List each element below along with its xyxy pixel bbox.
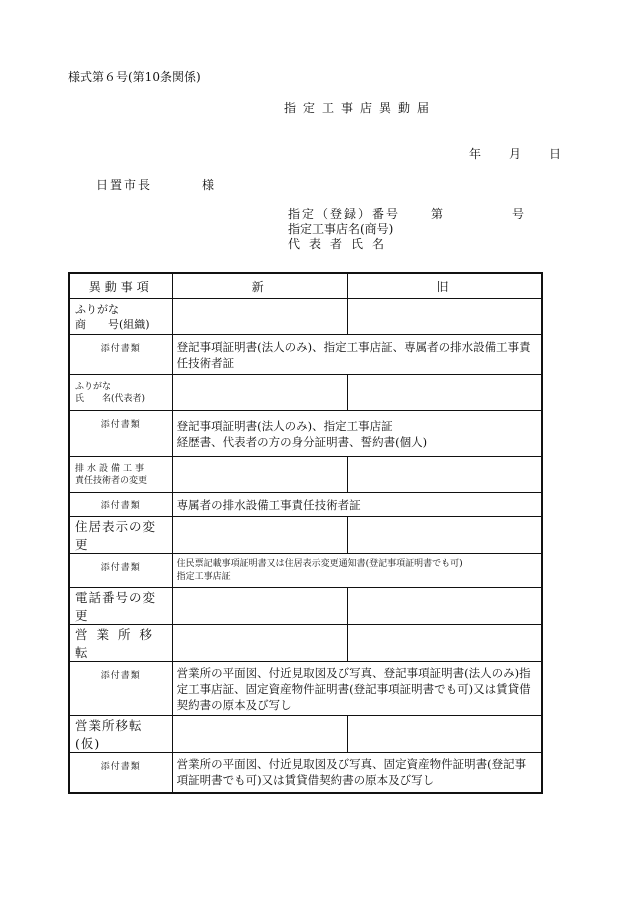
attach-label: 添付書類	[69, 493, 172, 517]
table-row	[69, 299, 542, 335]
form-number: 様式第６号(第10条関係)	[68, 70, 201, 84]
attach-label: 添付書類	[69, 335, 172, 375]
rep-name-furigana: ふりがな	[75, 381, 112, 392]
attach-label: 添付書類	[69, 753, 172, 793]
trade-name-new[interactable]	[172, 299, 347, 335]
table-row	[69, 716, 542, 753]
phone-old[interactable]	[347, 588, 542, 625]
table-row	[69, 625, 542, 662]
address-new[interactable]	[172, 517, 347, 554]
table-header-row	[69, 273, 542, 299]
phone-new[interactable]	[172, 588, 347, 625]
header-item: 異動事項	[69, 273, 172, 299]
engineer-label-line-2: 責任技術者の変更	[75, 475, 148, 486]
form-title: 指定工事店異動届	[283, 101, 436, 115]
date-year: 年	[469, 147, 482, 161]
office-move-label: 営業所移転	[69, 625, 172, 662]
table-row	[69, 588, 542, 625]
address-change-label: 住居表示の変更	[69, 517, 172, 554]
date-month: 月	[509, 147, 522, 161]
trade-name-furigana: ふりがな	[75, 302, 119, 316]
engineer-attachments: 専属者の排水設備工事責任技術者証	[172, 493, 542, 517]
date-day: 日	[549, 147, 562, 161]
engineer-new[interactable]	[172, 457, 347, 493]
header-old: 旧	[347, 273, 542, 299]
shop-name-label: 指定工事店名(商号)	[288, 222, 394, 236]
table-row	[69, 517, 542, 554]
trade-name-old[interactable]	[347, 299, 542, 335]
reg-number-label: 指定（登録）番号	[288, 207, 401, 221]
reg-number-prefix: 第	[431, 207, 444, 221]
attach-label: 添付書類	[69, 662, 172, 716]
attach-label: 添付書類	[69, 411, 172, 457]
change-table	[68, 272, 543, 794]
table-row	[69, 335, 542, 375]
trade-name-attachments: 登記事項証明書(法人のみ)、指定工事店証、専属者の排水設備工事責任技術者証	[172, 335, 542, 375]
attach-label: 添付書類	[69, 554, 172, 588]
address-old[interactable]	[347, 517, 542, 554]
office-move-old[interactable]	[347, 625, 542, 662]
phone-change-label: 電話番号の変更	[69, 588, 172, 625]
representative-label: 代表者氏名	[288, 237, 394, 251]
trade-name-label-cell	[69, 299, 172, 335]
address-attach-line-1: 住民票記載事項証明書又は住居表示変更通知書(登記事項証明書でも可)	[176, 558, 463, 569]
addressee-honorific: 様	[202, 178, 215, 192]
engineer-old[interactable]	[347, 457, 542, 493]
rep-name-attach-line-1: 登記事項証明書(法人のみ)、指定工事店証	[176, 418, 393, 433]
office-temp-attachments: 営業所の平面図、付近見取図及び写真、固定資産物件証明書(登記事項証明書でも可)又は賃貸借契約書の原本及び写し	[172, 753, 542, 793]
rep-name-label: 氏 名(代表者)	[75, 393, 146, 404]
addressee	[96, 176, 214, 193]
engineer-label-line-1: 排水設備工事	[75, 463, 148, 474]
trade-name-label: 商 号(組織)	[75, 317, 150, 331]
rep-name-label-cell	[69, 375, 172, 411]
addressee-name: 日置市長	[96, 178, 153, 192]
office-temp-label: 営業所移転(仮)	[69, 716, 172, 753]
rep-name-old[interactable]	[347, 375, 542, 411]
engineer-label-cell	[69, 457, 172, 493]
table-row	[69, 662, 542, 716]
table-row	[69, 753, 542, 793]
header-new: 新	[172, 273, 347, 299]
office-temp-old[interactable]	[347, 716, 542, 753]
address-attach-line-2: 指定工事店証	[176, 571, 231, 582]
rep-name-attach-line-2: 経歴書、代表者の方の身分証明書、誓約書(個人)	[176, 434, 428, 449]
office-move-new[interactable]	[172, 625, 347, 662]
table-row	[69, 457, 542, 493]
table-row	[69, 493, 542, 517]
rep-name-attachments	[172, 411, 542, 457]
table-row	[69, 411, 542, 457]
table-row	[69, 375, 542, 411]
office-move-attachments: 営業所の平面図、付近見取図及び写真、登記事項証明書(法人のみ)指定工事店証、固定資産物件証明書(登記事項証明書でも可)又は賃貸借契約書の原本及び写し	[172, 662, 542, 716]
office-temp-new[interactable]	[172, 716, 347, 753]
rep-name-new[interactable]	[172, 375, 347, 411]
reg-number-suffix: 号	[512, 207, 525, 221]
address-attachments	[172, 554, 542, 588]
table-row	[69, 554, 542, 588]
